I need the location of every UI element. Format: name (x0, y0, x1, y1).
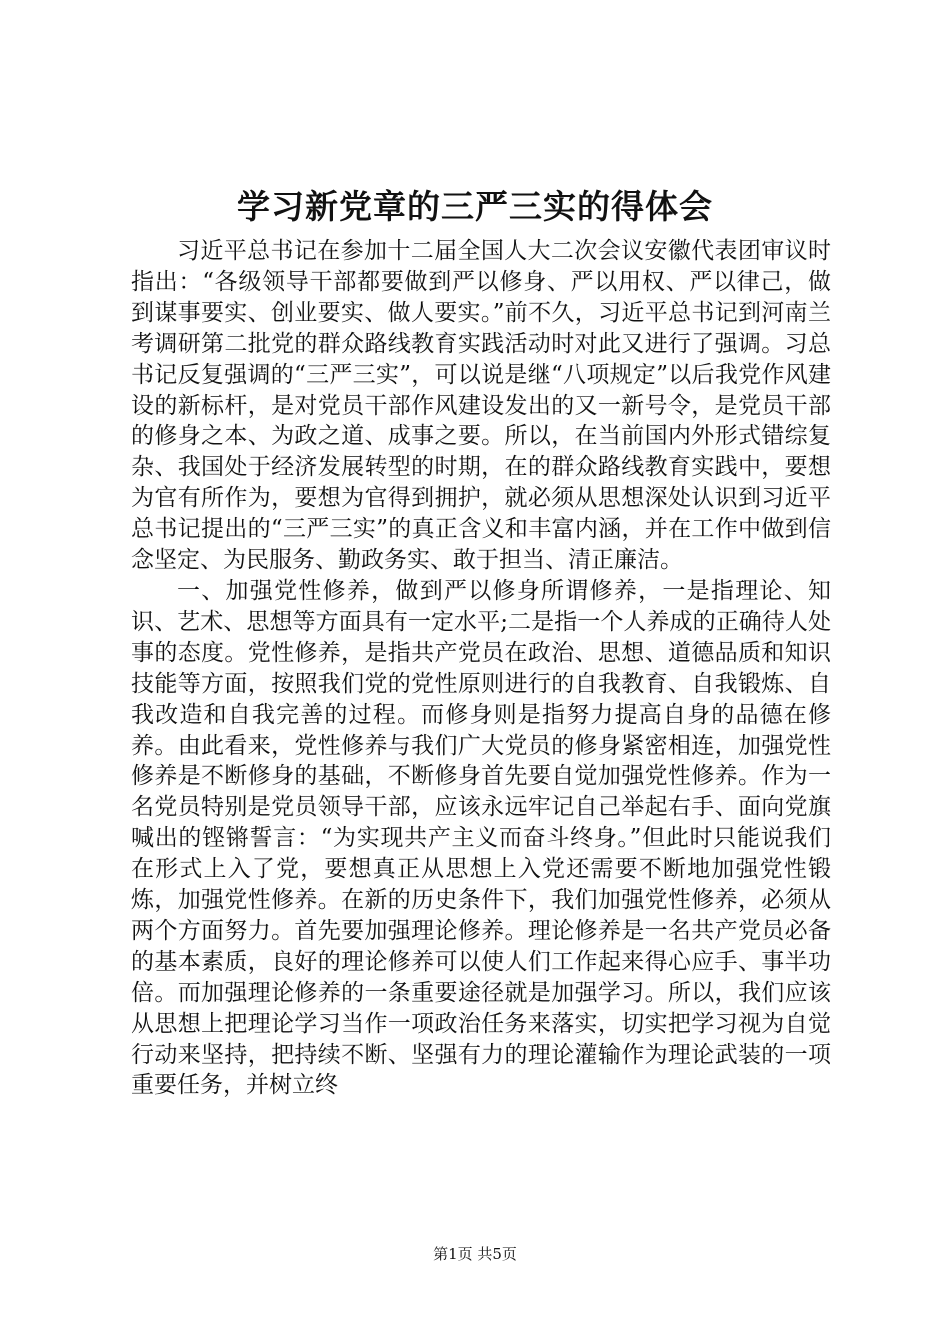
paragraph: 习近平总书记在参加十二届全国人大二次会议安徽代表团审议时指出：“各级领导干部都要做到严以修身、严以用权、严以律己，做到谋事要实、创业要实、做人要实。”前不久，习近平总书记到河南兰考调研第二批党的群众路线教育实践活动时对此又进行了强调。习总书记反复强调的“三严三实”，可以说是继“八项规定”以后我党作风建设的新标杆，是对党员干部作风建设发出的又一新号令，是党员干部的修身之本、为政之道、成事之要。所以，在当前国内外形式错综复杂、我国处于经济发展转型的时期，在的群众路线教育实践中，要想为官有所作为，要想为官得到拥护，就必须从思想深处认识到习近平总书记提出的“三严三实”的真正含义和丰富内涵，并在工作中做到信念坚定、为民服务、勤政务实、敢于担当、清正廉洁。 (131, 238, 831, 574)
document-title: 学习新党章的三严三实的得体会 (237, 187, 713, 226)
page-footer: 第1页 共5页 (433, 1245, 517, 1263)
document-body (131, 236, 831, 1101)
paragraph: 一、加强党性修养，做到严以修身所谓修养，一是指理论、知识、艺术、思想等方面具有一定水平;二是指一个人养成的正确待人处事的态度。党性修养，是指共产党员在政治、思想、道德品质和知识技能等方面，按照我们党的党性原则进行的自我教育、自我锻炼、自我改造和自我完善的过程。而修身则是指努力提高自身的品德在修养。由此看来，党性修养与我们广大党员的修身紧密相连，加强党性修养是不断修身的基础，不断修身首先要自觉加强党性修养。作为一名党员特别是党员领导干部，应该永远牢记自己举起右手、面向党旗喊出的铿锵誓言：“为实现共产主义而奋斗终身。”但此时只能说我们在形式上入了党，要想真正从思想上入党还需要不断地加强党性锻炼，加强党性修养。在新的历史条件下，我们加强党性修养，必须从两个方面努力。首先要加强理论修养。理论修养是一名共产党员必备的基本素质，良好的理论修养可以使人们工作起来得心应手、事半功倍。而加强理论修养的一条重要途径就是加强学习。所以，我们应该从思想上把理论学习当作一项政治任务来落实，切实把学习视为自觉行动来坚持，把持续不断、坚强有力的理论灌输作为理论武装的一项重要任务，并树立终 (131, 577, 831, 1099)
